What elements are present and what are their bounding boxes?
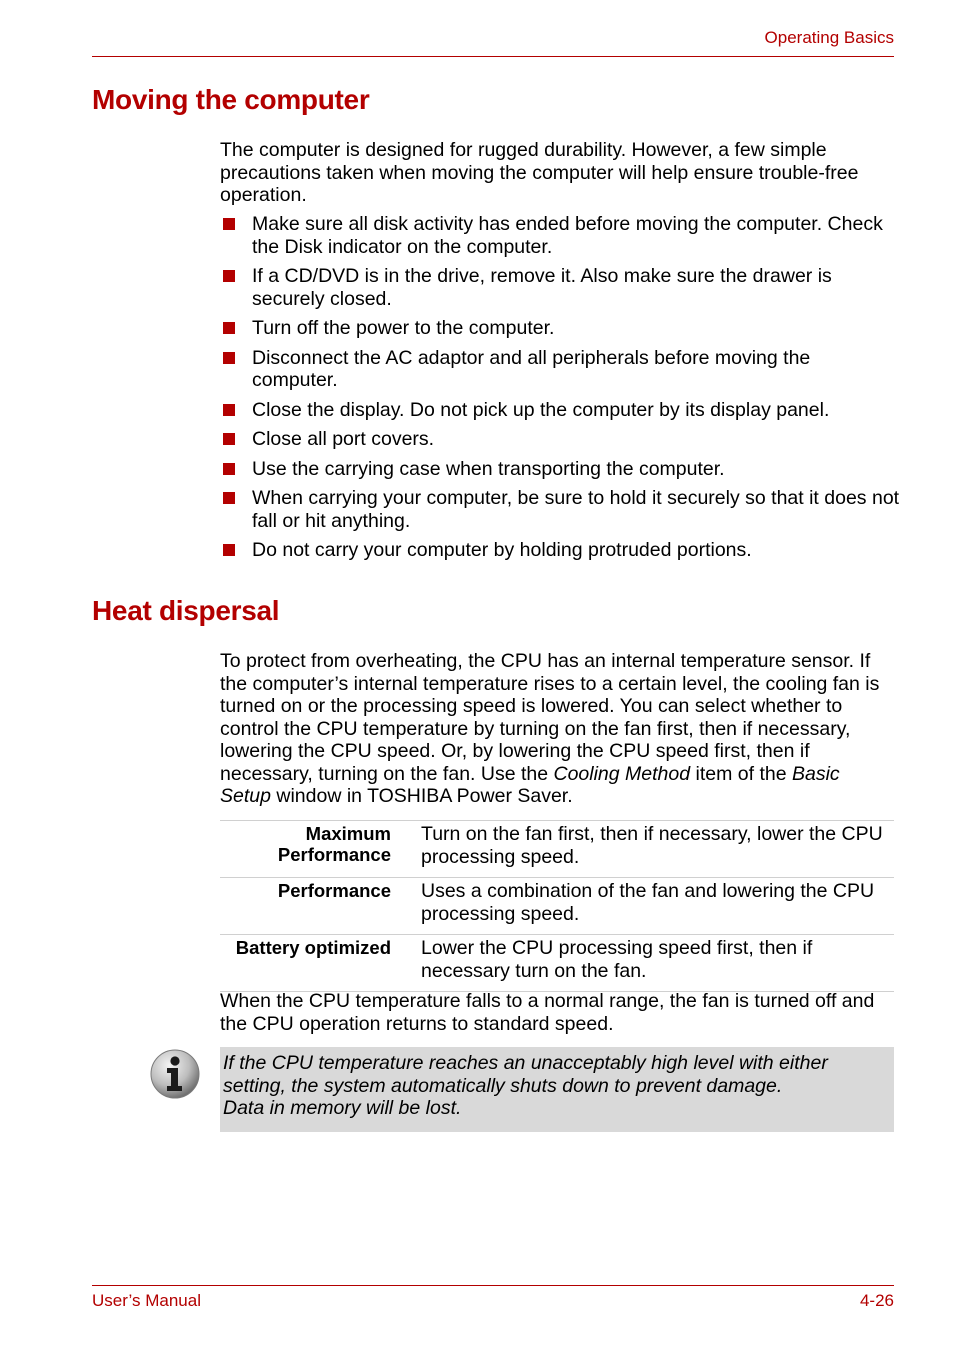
bullet-square: [223, 218, 235, 230]
bullet-square: [223, 352, 235, 364]
heading-moving: Moving the computer: [92, 84, 370, 115]
header-section-title: Operating Basics: [764, 28, 894, 47]
moving-intro: The computer is designed for rugged durability. However, a few simple precautions taken when moving the computer will help ensure trouble-free operation.: [220, 139, 859, 206]
list-item-text: If a CD/DVD is in the drive, remove it. Also make sure the drawer is securely closed.: [252, 265, 832, 310]
header-rule: [92, 56, 894, 57]
list-item-text: Disconnect the AC adaptor and all peripherals before moving the computer.: [252, 346, 811, 391]
heading-heat-dispersal: Heat dispersal: [92, 595, 280, 626]
cooling-mode-table: [220, 820, 894, 992]
mode-description: Lower the CPU processing speed first, then if necessary turn on the fan.: [421, 935, 894, 992]
bullet-square: [223, 433, 235, 445]
list-item-text: Use the carrying case when transporting the computer.: [252, 457, 725, 480]
footer-page-number: 4-26: [859, 1291, 894, 1310]
bullet-square: [223, 322, 235, 334]
list-item: [220, 347, 900, 392]
table-row: [220, 878, 894, 935]
table-row: [220, 821, 894, 878]
list-item: [220, 213, 900, 258]
bullet-square: [223, 404, 235, 416]
list-item-text: Turn off the power to the computer.: [252, 317, 555, 339]
footer-rule: [92, 1285, 894, 1286]
table-row: [220, 935, 894, 992]
list-item: [220, 428, 900, 451]
list-item: [220, 399, 900, 422]
list-item-text: Close all port covers.: [252, 428, 435, 450]
list-item: [220, 265, 900, 310]
mode-label: Performance: [220, 878, 421, 935]
moving-bullet-list: [220, 213, 900, 569]
mode-label: Maximum Performance: [220, 821, 421, 878]
note-line: If the CPU temperature reaches an unacceptably high level with either setting, the system automatically shuts down to prevent damage.: [223, 1052, 828, 1097]
info-icon: [150, 1049, 200, 1099]
note-text: [223, 1052, 883, 1120]
heat-intro-text: item of the: [690, 762, 792, 785]
note-line: Data in memory will be lost.: [223, 1097, 462, 1119]
list-item: [220, 487, 900, 532]
footer-manual-title: User’s Manual: [92, 1291, 201, 1310]
bullet-square: [223, 463, 235, 475]
bullet-square: [223, 270, 235, 282]
list-item-text: Make sure all disk activity has ended before moving the computer. Check the Disk indicator on the computer.: [252, 213, 883, 258]
bullet-square: [223, 492, 235, 504]
list-item: [220, 539, 900, 562]
heat-intro: [220, 650, 894, 808]
heat-intro-text: window in TOSHIBA Power Saver.: [270, 785, 573, 807]
list-item: [220, 458, 900, 481]
bullet-square: [223, 544, 235, 556]
list-item: [220, 317, 900, 340]
heat-after-text: When the CPU temperature falls to a normal range, the fan is turned off and the CPU operation returns to standard speed.: [220, 990, 875, 1035]
list-item-text: Close the display. Do not pick up the computer by its display panel.: [252, 398, 830, 421]
mode-description: Turn on the fan first, then if necessary, lower the CPU processing speed.: [421, 821, 894, 878]
heat-intro-text: To protect from overheating, the CPU has an internal temperature sensor. If the computer’s internal temperature rises to a certain level, the cooling fan is turned on or the processing speed is lowered. You can select whether to control the CPU temperature by turning on the fan first, then if necessary, lowering the CPU speed. Or, by lowering the CPU speed first, then if necessary, turning on the fan. Use the: [220, 650, 880, 785]
list-item-text: Do not carry your computer by holding protruded portions.: [252, 539, 752, 561]
basic-setup-term: Basic Setup: [220, 762, 840, 807]
mode-description: Uses a combination of the fan and lowering the CPU processing speed.: [421, 878, 894, 935]
cooling-method-term: Cooling Method: [553, 762, 691, 785]
list-item-text: When carrying your computer, be sure to hold it securely so that it does not fall or hit anything.: [252, 487, 900, 532]
mode-label: Battery optimized: [220, 935, 421, 992]
note-box: [220, 1047, 894, 1132]
